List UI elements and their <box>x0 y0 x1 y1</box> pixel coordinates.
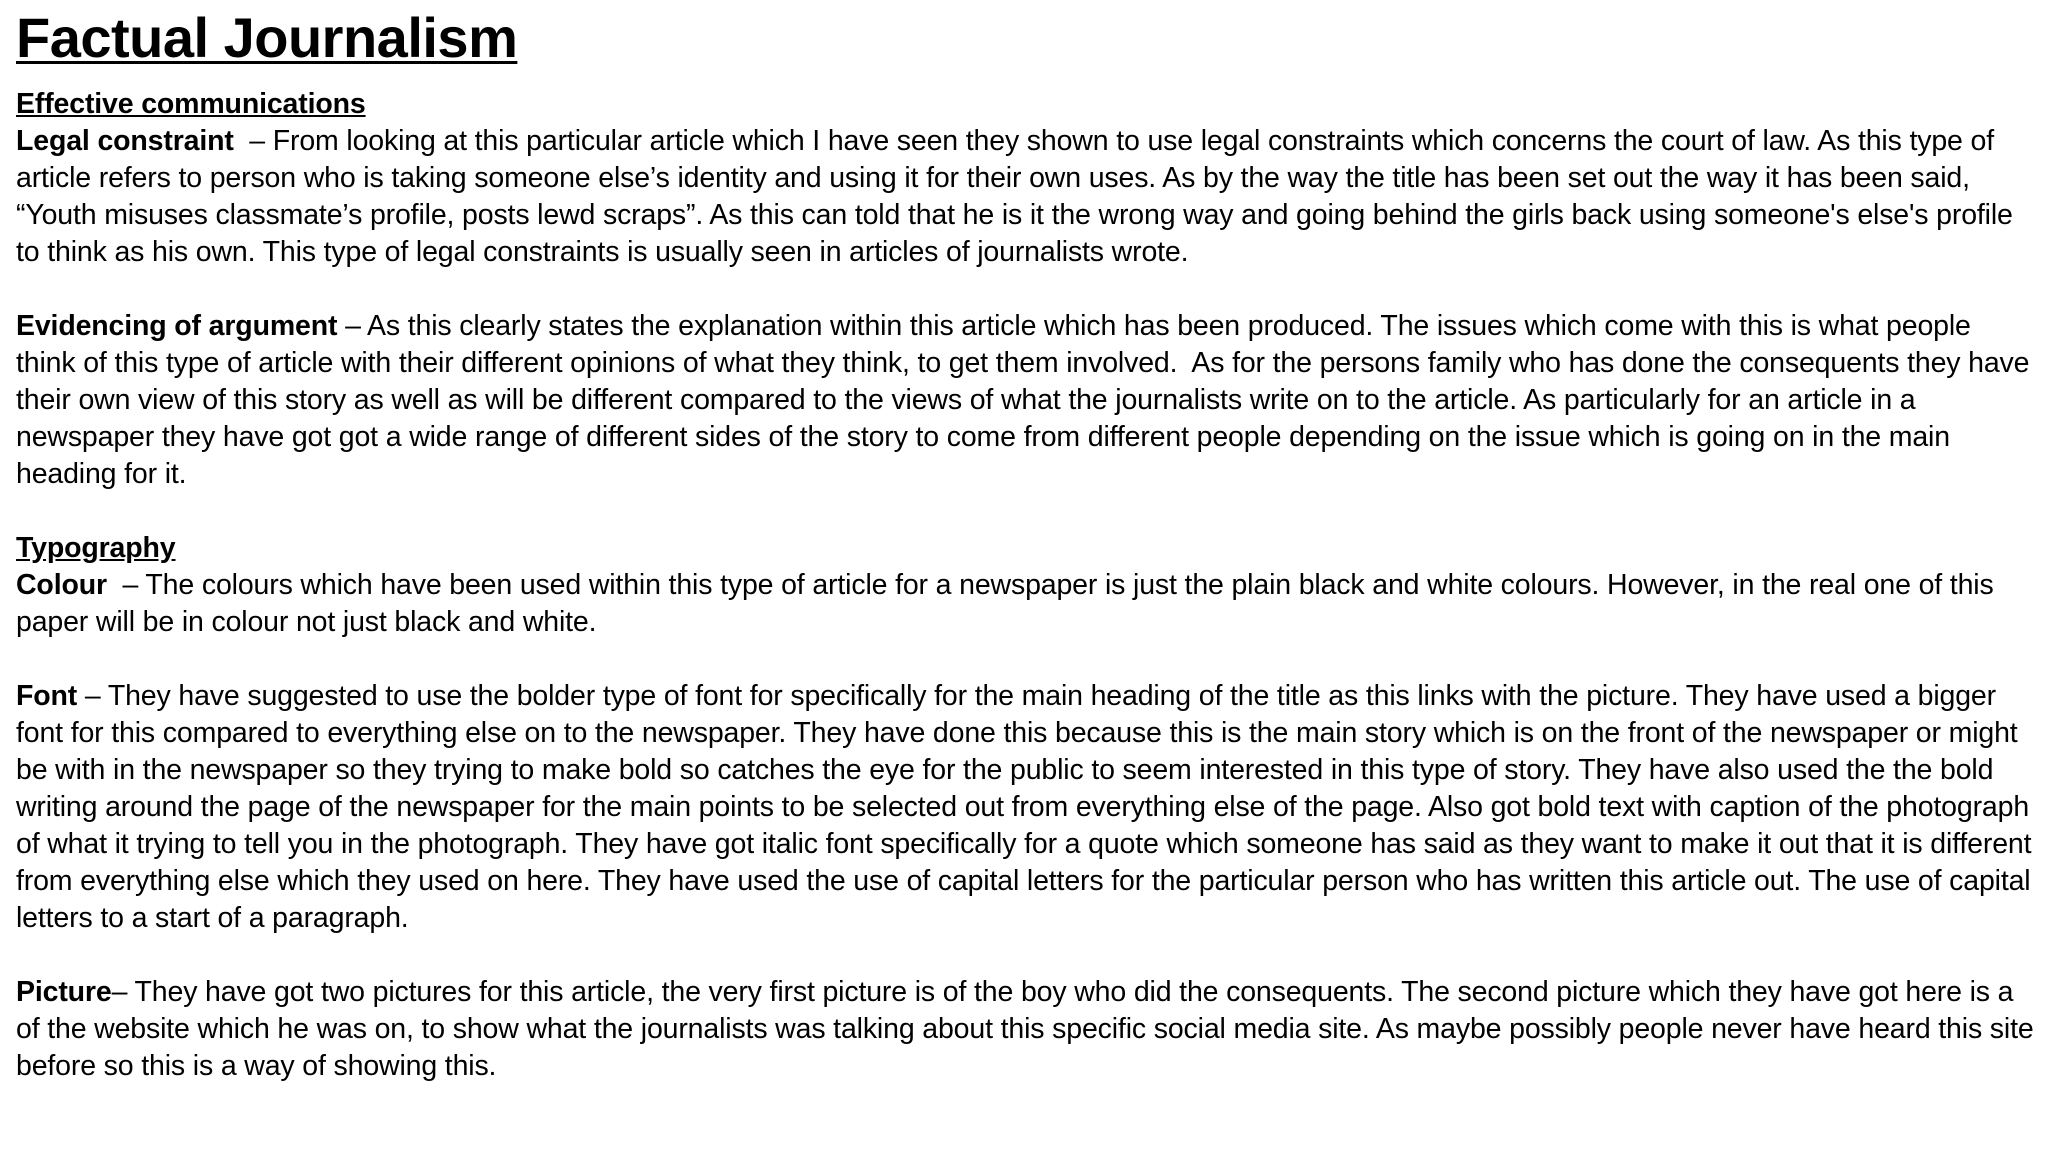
paragraph-gap <box>16 641 2034 678</box>
page-title: Factual Journalism <box>16 6 518 69</box>
paragraph-picture <box>16 974 2042 1085</box>
term-evidencing-of-argument: Evidencing of argument <box>16 310 338 342</box>
term-legal-constraint: Legal constraint <box>16 125 234 157</box>
section-heading-typography: Typography <box>16 532 176 564</box>
slide-body <box>16 86 2042 1085</box>
paragraph-font <box>16 678 2040 937</box>
paragraph-text: – They have suggested to use the bolder type of font for specifically for the main heading of the title as this links with the picture. They have used a bigger font for this compared to everything else on to the newspaper. They have done this because this is the main story which is on the front of the newspaper or might be with in the newspaper so they trying to make bold so catches the eye for the public to seem interested in this type of story. They have also used the the bold writing around the page of the newspaper for the main points to be selected out from everything else of the page. Also got bold text with caption of the photograph of what it trying to tell you in the photograph. They have got italic font specifically for a quote which someone has said as they want to make it out that it is different from everything else which they used on here. They have used the use of capital letters for the particular person who has written this article out. The use of capital letters to a start of a paragraph. <box>16 680 2040 934</box>
paragraph-text: – They have got two pictures for this article, the very first picture is of the boy who did the consequents. The second picture which they have got here is a of the website which he was on, to show what the journalists was talking about this specific social media site. As maybe possibly people never have heard this site before so this is a way of showing this. <box>16 976 2042 1082</box>
paragraph-gap <box>16 937 2034 974</box>
paragraph-colour <box>16 567 2034 641</box>
paragraph-gap <box>16 271 2034 308</box>
paragraph-text: – The colours which have been used within this type of article for a newspaper is just the plain black and white colours. However, in the real one of this paper will be in colour not just black and white. <box>16 569 2002 638</box>
term-picture: Picture <box>16 976 112 1008</box>
term-font: Font <box>16 680 78 712</box>
paragraph-gap <box>16 493 2034 530</box>
paragraph-text: – As this clearly states the explanation within this article which has been produced. The issues which come with this is what people think of this type of article with their different opinions of what they think, to get them involved. As for the persons family who has done the consequents they have their own view of this story as well as will be different compared to the views of what the journalists write on to the article. As particularly for an article in a newspaper they have got got a wide range of different sides of the story to come from different people depending on the issue which is going on in the main heading for it. <box>16 310 2038 490</box>
slide <box>16 4 2042 1144</box>
paragraph-evidencing-of-argument <box>16 308 2038 493</box>
paragraph-legal-constraint <box>16 123 2034 271</box>
paragraph-text: – From looking at this particular article which I have seen they shown to use legal constraints which concerns the court of law. As this type of article refers to person who is taking someone else’s identity and using it for their own uses. As by the way the title has been set out the way it has been said, “Youth misuses classmate’s profile, posts lewd scraps”. As this can told that he is it the wrong way and going behind the girls back using someone's else's profile to think as his own. This type of legal constraints is usually seen in articles of journalists wrote. <box>16 125 2021 268</box>
section-heading-effective-communications: Effective communications <box>16 88 366 120</box>
term-colour: Colour <box>16 569 107 601</box>
